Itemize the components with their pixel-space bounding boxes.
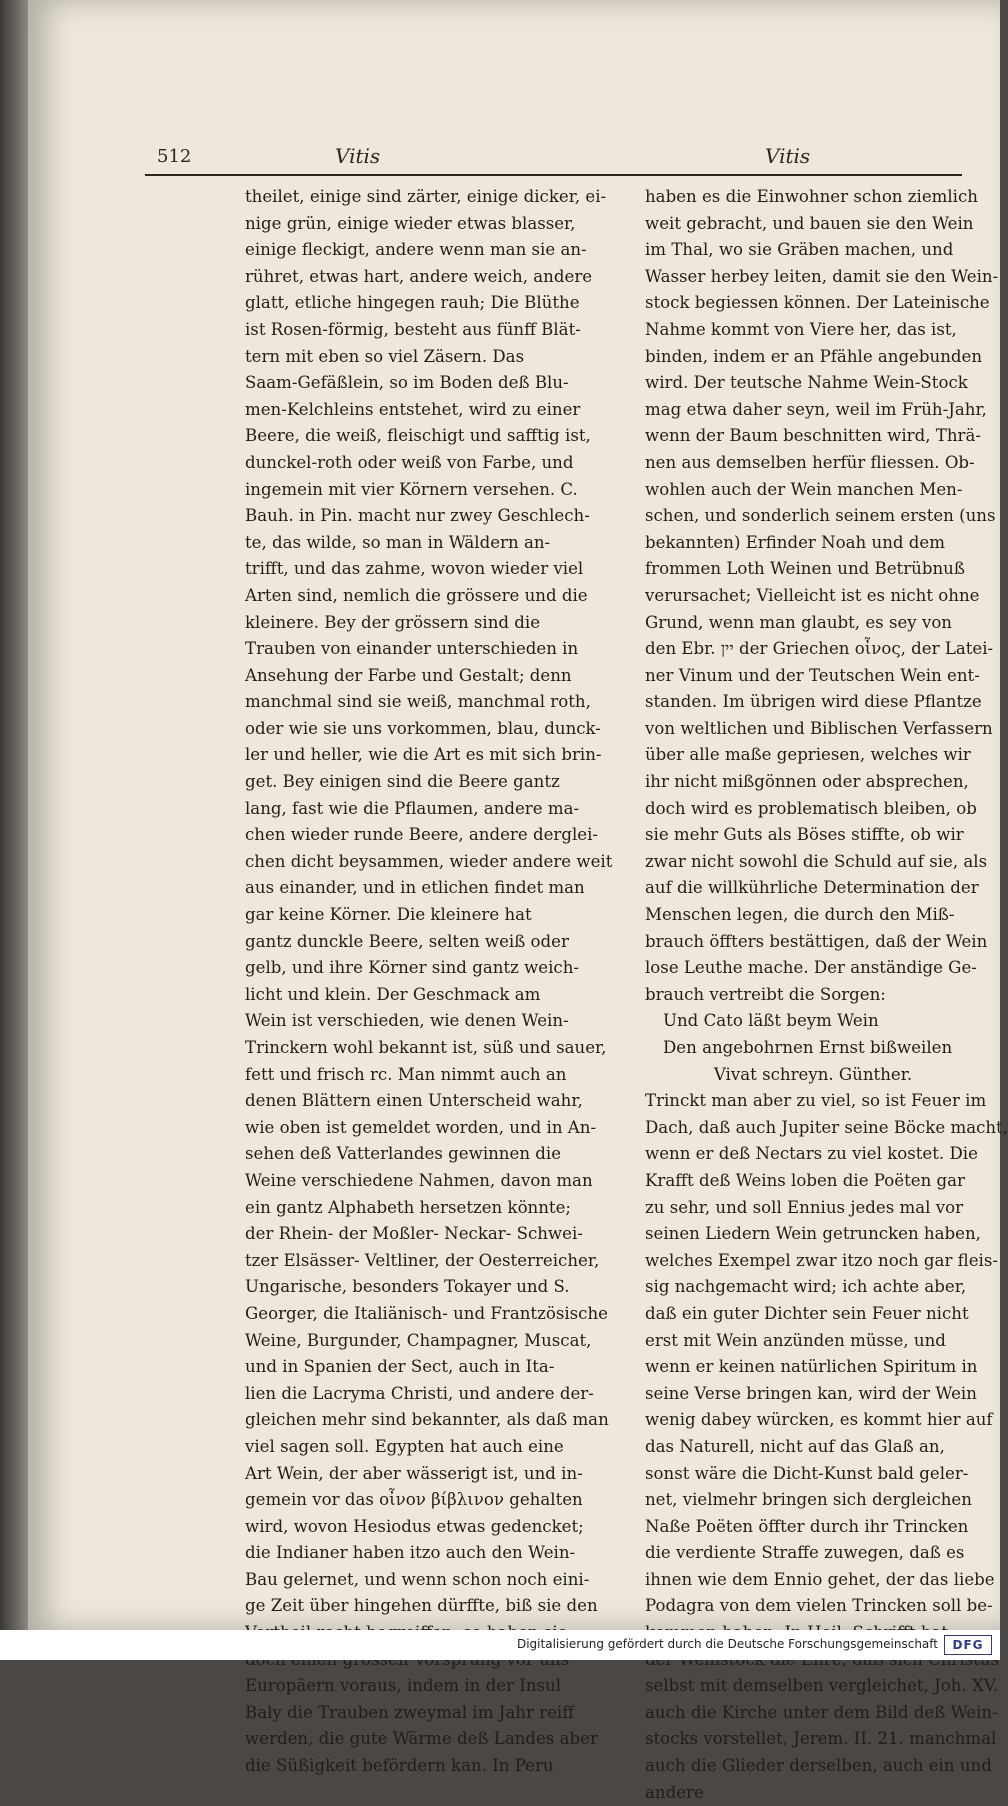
text-line: get. Bey einigen sind die Beere gantz [245,772,560,792]
text-line: die Indianer haben itzo auch den Wein- [245,1543,576,1563]
text-line: Den angebohrnen Ernst bißweilen [663,1038,953,1057]
text-line: werden, die gute Wärme deß Landes aber [245,1729,598,1749]
text-line: sehen deß Vatterlandes gewinnen die [245,1144,562,1164]
text-line: gleichen mehr sind bekannter, als daß man [245,1410,609,1430]
text-line: wird. Der teutsche Nahme Wein-Stock [645,373,968,393]
text-line: auf die willkührliche Determination der [645,878,979,898]
text-line: trifft, und das zahme, wovon wieder viel [245,559,584,579]
text-line: von weltlichen und Biblischen Verfassern [645,718,993,738]
text-line: tern mit eben so viel Zäsern. Das [245,346,525,366]
text-line: schen, und sonderlich seinem ersten (uns [645,506,996,526]
text-line: wird, wovon Hesiodus etwas gedencket; [245,1516,584,1536]
text-line: denen Blättern einen Unterscheid wahr, [245,1091,583,1111]
page-number: 512 [157,146,192,167]
text-line: Weine, Burgunder, Champagner, Muscat, [245,1330,592,1350]
text-line: fett und frisch rc. Man nimmt auch an [245,1064,567,1084]
text-line: licht und klein. Der Geschmack am [245,984,541,1004]
text-line: wenn der Baum beschnitten wird, Thrä- [645,426,981,446]
text-line: Trinckern wohl bekannt ist, süß und sauer, [245,1038,607,1057]
text-line: brauch öffters bestättigen, daß der Wein [645,931,988,951]
text-line: Nahme kommt von Viere her, das ist, [645,319,957,339]
text-line: sig nachgemacht wird; ich achte aber, [645,1277,967,1297]
text-line: glatt, etliche hingegen rauh; Die Blüthe [245,293,580,313]
text-line: seine Verse bringen kan, wird der Wein [645,1383,977,1403]
text-line: Weine verschiedene Nahmen, davon man [245,1170,593,1190]
page-header [145,134,962,176]
text-line: sie mehr Guts als Böses stiffte, ob wir [645,825,964,845]
text-line: andere [645,1782,704,1802]
text-line: die verdiente Straffe zuwegen, daß es [645,1543,965,1563]
text-line: zwar nicht sowohl die Schuld auf sie, als [645,851,988,871]
text-line: daß ein guter Dichter sein Feuer nicht [645,1303,969,1323]
text-line: den Ebr. יין der Griechen οἶνος, der Latei- [645,639,994,659]
text-line: standen. Im übrigen wird diese Pflantze [645,692,982,712]
text-line: men-Kelchleins entstehet, wird zu einer [245,399,581,419]
text-line: wohlen auch der Wein manchen Men- [645,479,963,499]
text-line: wenn er deß Nectars zu viel kostet. Die [645,1144,978,1164]
text-line: gar keine Körner. Die kleinere hat [245,905,532,925]
text-line: zu sehr, und soll Ennius jedes mal vor [645,1197,964,1217]
text-line: bekannten) Erfinder Noah und dem [645,532,945,552]
text-line: Trinckt man aber zu viel, so ist Feuer im [645,1091,987,1111]
text-line: gantz dunckle Beere, selten weiß oder [245,931,569,951]
text-line: Trauben von einander unterschieden in [245,639,579,659]
text-line: manchmal sind sie weiß, manchmal roth, [245,692,591,712]
text-line: auch die Glieder derselben, auch ein und [645,1756,992,1776]
text-line: ihr nicht mißgönnen oder absprechen, [645,772,969,792]
text-line: Europäern voraus, indem in der Insul [245,1676,562,1696]
running-title-right: Vitis [765,144,811,168]
text-line: ingemein mit vier Körnern versehen. C. [245,479,578,499]
funding-credit: Digitalisierung gefördert durch die Deutsche Forschungsgemeinschaft [516,1637,938,1651]
text-line: chen dicht beysammen, wieder andere weit [245,851,613,871]
text-line: verursachet; Vielleicht ist es nicht ohne [645,585,980,605]
text-line: chen wieder runde Beere, andere derglei- [245,825,598,845]
text-line: sonst wäre die Dicht-Kunst bald geler- [645,1463,969,1483]
text-line: die Süßigkeit befördern kan. In Peru [245,1756,554,1776]
text-line: viel sagen soll. Egypten hat auch eine [245,1436,564,1456]
text-line: ihnen wie dem Ennio gehet, der das liebe [645,1569,995,1589]
text-line: im Thal, wo sie Gräben machen, und [645,240,954,260]
text-line: das Naturell, nicht auf das Glaß an, [645,1436,945,1456]
footer-bar [0,1630,1000,1660]
text-line: über alle maße gepriesen, welches wir [645,745,971,765]
text-line: nen aus demselben herfür fliessen. Ob- [645,452,975,472]
text-line: welches Exempel zwar itzo noch gar fleis- [645,1250,998,1270]
text-line: Ungarische, besonders Tokayer und S. [245,1277,570,1297]
text-line: rühret, etwas hart, andere weich, andere [245,266,593,286]
text-line: kleinere. Bey der grössern sind die [245,612,541,632]
text-line: frommen Loth Weinen und Betrübnuß [645,559,965,579]
text-line: Bau gelernet, und wenn schon noch eini- [245,1569,590,1589]
text-line: Art Wein, der aber wässerigt ist, und in- [245,1463,583,1483]
text-line: seinen Liedern Wein getruncken haben, [645,1224,981,1244]
text-line: der Rhein- der Moßler- Neckar- Schwei- [245,1224,583,1244]
text-line: stock begiessen können. Der Lateinische [645,293,990,313]
text-line: Georger, die Italiänisch- und Frantzösische [245,1303,608,1323]
text-line: Ansehung der Farbe und Gestalt; denn [245,665,572,685]
text-line: ge Zeit über hingehen dürffte, biß sie den [245,1596,598,1616]
text-line: lose Leuthe mache. Der anständige Ge- [645,958,977,978]
dfg-logo: DFG [944,1635,992,1655]
text-line: wie oben ist gemeldet worden, und in An- [245,1117,597,1137]
text-line: lien die Lacryma Christi, und andere der- [245,1383,594,1403]
text-line: theilet, einige sind zärter, einige dicker, ei- [245,187,607,206]
text-line: Naße Poëten öffter durch ihr Trincken [645,1516,969,1536]
text-line: stocks vorstellet, Jerem. II. 21. manchmal [645,1729,997,1749]
text-line: selbst mit demselben vergleichet, Joh. XV. [645,1676,999,1696]
text-line: Bauh. in Pin. macht nur zwey Geschlech- [245,506,590,526]
text-line: te, das wilde, so man in Wäldern an- [245,532,551,552]
text-line: weit gebracht, und bauen sie den Wein [645,213,974,233]
text-line: wenig dabey würcken, es kommt hier auf [645,1410,993,1430]
text-line: auch die Kirche unter dem Bild deß Wein- [645,1702,998,1722]
text-line: Arten sind, nemlich die grössere und die [245,585,588,605]
text-line: aus einander, und in etlichen findet man [245,878,585,898]
text-line: Beere, die weiß, fleischigt und safftig ist, [245,426,591,446]
text-line: tzer Elsässer- Veltliner, der Oesterreicher, [245,1250,600,1270]
text-line: brauch vertreibt die Sorgen: [645,984,886,1004]
text-line: haben es die Einwohner schon ziemlich [645,187,978,206]
text-line: Krafft deß Weins loben die Poëten gar [645,1170,965,1190]
text-line: erst mit Wein anzünden müsse, und [645,1330,946,1350]
text-line: ein gantz Alphabeth hersetzen könnte; [245,1197,572,1217]
text-line: oder wie sie uns vorkommen, blau, dunck- [245,718,601,738]
text-line: Dach, daß auch Jupiter seine Böcke macht, [645,1117,1008,1137]
text-line: Menschen legen, die durch den Miß- [645,905,955,925]
text-line: ist Rosen-förmig, besteht aus fünff Blät- [245,319,581,339]
text-line: Wein ist verschieden, wie denen Wein- [245,1011,569,1031]
text-line: Vivat schreyn. Günther. [713,1064,913,1084]
text-line: ner Vinum und der Teutschen Wein ent- [645,665,980,685]
text-line: Podagra von dem vielen Trincken soll be- [645,1596,993,1616]
book-binding [0,0,28,1630]
text-line: ler und heller, wie die Art es mit sich brin- [245,745,602,765]
text-line: net, vielmehr bringen sich dergleichen [645,1490,972,1510]
text-line: dunckel-roth oder weiß von Farbe, und [245,452,574,472]
text-line: gemein vor das οἶνον βίβλινον gehalten [245,1490,583,1510]
running-title-left: Vitis [335,144,381,168]
text-line: mag etwa daher seyn, weil im Früh-Jahr, [645,399,987,419]
left-text-column [245,184,613,1780]
text-line: gelb, und ihre Körner sind gantz weich- [245,958,580,978]
text-line: einige fleckigt, andere wenn man sie an- [245,240,587,260]
text-line: Saam-Gefäßlein, so im Boden deß Blu- [245,373,569,393]
text-line: Und Cato läßt beym Wein [663,1011,879,1031]
text-line: Baly die Trauben zweymal im Jahr reiff [245,1702,575,1722]
text-line: doch wird es problematisch bleiben, ob [645,798,977,818]
text-line: lang, fast wie die Pflaumen, andere ma- [245,798,580,818]
text-line: und in Spanien der Sect, auch in Ita- [245,1357,555,1377]
text-line: Wasser herbey leiten, damit sie den Wein- [645,266,999,286]
text-line: nige grün, einige wieder etwas blasser, [245,213,576,233]
text-line: binden, indem er an Pfähle angebunden [645,346,983,366]
text-line: Grund, wenn man glaubt, es sey von [645,612,952,632]
text-line: wenn er keinen natürlichen Spiritum in [645,1357,978,1377]
